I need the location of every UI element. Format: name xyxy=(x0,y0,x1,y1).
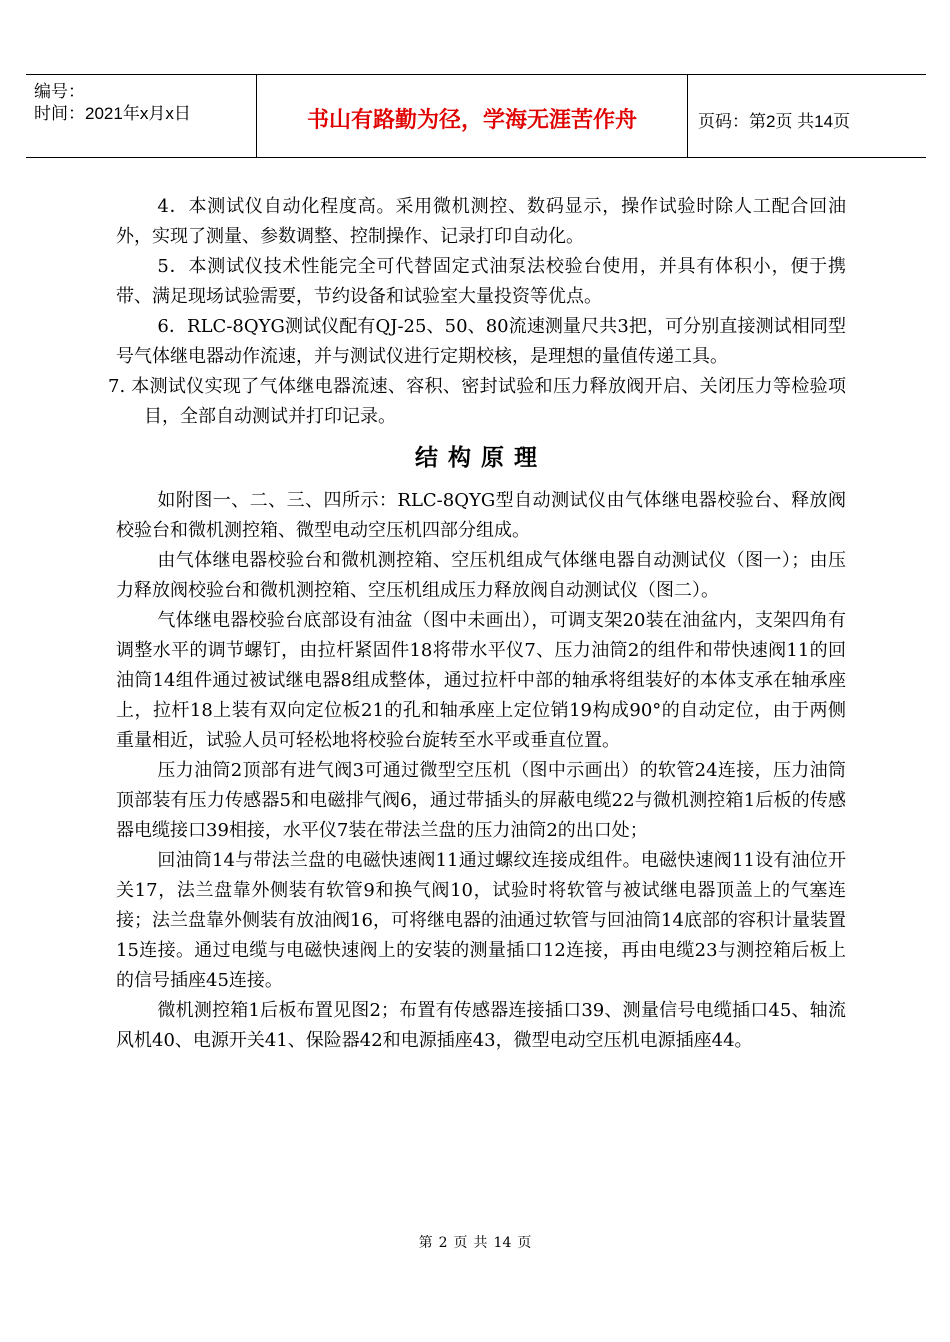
footer-mid: 页 xyxy=(453,1235,468,1251)
body-paragraph: 由气体继电器校验台和微机测控箱、空压机组成气体继电器自动测试仪（图一）；由压力释放阀校验台和微机测控箱、空压机组成压力释放阀自动测试仪（图二）。 xyxy=(116,550,846,601)
header-page-number: 页码：第2页 共14页 xyxy=(698,112,851,131)
footer-prefix: 第 xyxy=(418,1235,433,1251)
body-paragraph: 如附图一、二、三、四所示：RLC-8QYG型自动测试仪由气体继电器校验台、释放阀校验台和微机测控箱、微型电动空压机四部分组成。 xyxy=(116,490,846,541)
section-title: 结构原理 xyxy=(415,445,547,471)
header-motto: 书山有路勤为径，学海无涯苦作舟 xyxy=(306,108,637,133)
footer-page: 2 xyxy=(438,1235,448,1251)
document-body xyxy=(108,192,846,1056)
page-header xyxy=(26,74,926,158)
header-meta xyxy=(34,81,191,125)
footer-total-label: 共 xyxy=(473,1235,488,1251)
footer-suffix: 页 xyxy=(517,1235,532,1251)
footer-total: 14 xyxy=(493,1235,512,1251)
list-item: 4．本测试仪自动化程度高。采用微机测控、数码显示，操作试验时除人工配合回油外，实现了测量、参数调整、控制操作、记录打印自动化。 xyxy=(116,196,846,247)
list-item: 5．本测试仪技术性能完全可代替固定式油泵法校验台使用，并具有体积小，便于携带、满足现场试验需要，节约设备和试验室大量投资等优点。 xyxy=(116,256,846,307)
body-paragraph: 气体继电器校验台底部设有油盆（图中未画出），可调支架20装在油盆内，支架四角有调整水平的调节螺钉，由拉杆紧固件18将带水平仪7、压力油筒2的组件和带快速阀11的回油筒14组件通过被试继电器8组成整体，通过拉杆中部的轴承将组装好的本体支承在轴承座上，拉杆18上装有双向定位板21的孔和轴承座上定位销19构成90°的自动定位，由于两侧重量相近，试验人员可轻松地将校验台旋转至水平或垂直位置。 xyxy=(116,610,846,751)
body-paragraph: 回油筒14与带法兰盘的电磁快速阀11通过螺纹连接成组件。电磁快速阀11设有油位开关17，法兰盘靠外侧装有软管9和换气阀10，试验时将软管与被试继电器顶盖上的气塞连接；法兰盘靠外侧装有放油阀16，可将继电器的油通过软管与回油筒14底部的容积计量装置15连接。通过电缆与电磁快速阀上的安装的测量插口12连接，再由电缆23与测控箱后板上的信号插座45连接。 xyxy=(116,850,846,991)
body-paragraph: 压力油筒2顶部有进气阀3可通过微型空压机（图中示画出）的软管24连接，压力油筒顶部装有压力传感器5和电磁排气阀6，通过带插头的屏蔽电缆22与微机测控箱1后板的传感器电缆接口39相接，水平仪7装在带法兰盘的压力油筒2的出口处； xyxy=(116,760,846,841)
list-item: 6．RLC-8QYG测试仪配有QJ-25、50、80流速测量尺共3把，可分别直接测试相同型号气体继电器动作流速，并与测试仪进行定期校核，是理想的量值传递工具。 xyxy=(116,316,846,367)
header-divider xyxy=(687,75,688,157)
body-paragraph: 微机测控箱1后板布置见图2；布置有传感器连接插口39、测量信号电缆插口45、轴流风机40、电源开关41、保险器42和电源插座43，微型电动空压机电源插座44。 xyxy=(116,1000,846,1051)
header-time: 时间：2021年x月x日 xyxy=(34,104,191,123)
list-item: 7. 本测试仪实现了气体继电器流速、容积、密封试验和压力释放阀开启、关闭压力等检验项目，全部自动测试并打印记录。 xyxy=(108,376,846,427)
page-footer xyxy=(0,1232,950,1252)
header-number: 编号： xyxy=(34,82,85,101)
